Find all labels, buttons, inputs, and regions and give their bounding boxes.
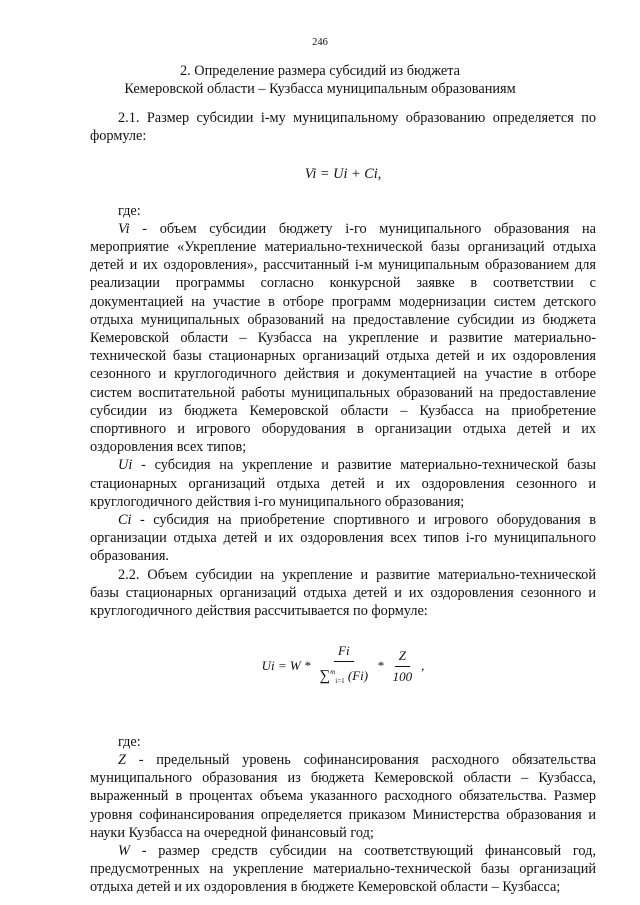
- formula-multiply: *: [377, 658, 384, 674]
- definition-w-text: - размер средств субсидии на соответствующий финансовый год, предусмотренных на укрепление материально-технической базы организаций отдыха детей и их оздоровления в бюджете Кемеровской области – Кузбасса;: [90, 842, 596, 896]
- definition-ui: [90, 456, 596, 511]
- section-title-line-2: Кемеровской области – Кузбасса муниципальным образованиям: [124, 81, 516, 97]
- formula-end: ,: [421, 658, 425, 674]
- definition-w: [90, 842, 596, 897]
- sum-upper-limit: m: [330, 668, 336, 677]
- definition-ci: [90, 511, 596, 566]
- section-title-line-1: 2. Определение размера субсидий из бюджета: [179, 63, 461, 79]
- variable-vi: Vi: [118, 220, 130, 237]
- paragraph-2-2: 2.2. Объем субсидии на укрепление и развитие материально-технической базы стационарных организаций отдыха детей и их оздоровления сезонного и круглогодичного действия рассчитывается по формуле:: [90, 566, 596, 620]
- variable-w: W: [118, 842, 130, 859]
- fraction-denominator-100: 100: [392, 668, 413, 684]
- page-number: 246: [312, 37, 328, 48]
- fraction-numerator-z: Z: [395, 647, 410, 667]
- section-title: [0, 62, 640, 98]
- fraction-denominator-sum: [315, 662, 372, 690]
- definition-vi-text: - объем субсидии бюджету i-го муниципального образования на мероприятие «Укрепление материально-технической базы организаций отдыха детей и их оздоровления», рассчитанный i-м муниципальным образованием для реализации программы согласно конкурсной заявке в соответствии с документацией на участие в отборе программ модернизации систем детского отдыха муниципальных образований на предоставление субсидии из бюджета Кемеровской области – Кузбасса на укрепление и развитие материально-технической базы стационарных организаций отдыха детей и их оздоровления сезонного и круглогодичного действия и документацией на участие в отборе систем воспитательной работы муниципальных образований на предоставление субсидии из бюджета Кемеровской области – Кузбасса на приобретение спортивного и игрового оборудования в организации отдыха детей и их оздоровления всех типов;: [90, 220, 596, 456]
- formula-ui: [90, 642, 596, 690]
- formula-vi: Vi = Ui + Ci,: [304, 166, 382, 183]
- variable-ci: Ci: [118, 512, 132, 529]
- definition-vi: [90, 220, 596, 457]
- where-label-1: где:: [118, 202, 141, 219]
- sum-symbol: ∑: [319, 668, 331, 685]
- sum-term: (Fi): [347, 668, 369, 684]
- formula-ui-lhs: Ui = W *: [261, 658, 311, 674]
- where-label-2: где:: [118, 733, 141, 750]
- variable-z: Z: [118, 751, 126, 768]
- document-body: [90, 109, 596, 897]
- formula-fraction-z: [389, 647, 417, 686]
- paragraph-2-1: 2.1. Размер субсидии i-му муниципальному образованию определяется по формуле:: [90, 110, 596, 145]
- definition-z: [90, 751, 596, 842]
- definition-ci-text: - субсидия на приобретение спортивного и игрового оборудования в организации отдыха детей и их оздоровления всех типов i-го муниципального образования.: [90, 512, 596, 565]
- formula-fraction-fi: [315, 642, 372, 690]
- definition-ui-text: - субсидия на укрепление и развитие материально-технической базы стационарных организаций отдыха детей и их оздоровления сезонного и круглогодичного действия i-го муниципального образования;: [90, 457, 596, 510]
- fraction-numerator-fi: Fi: [334, 642, 354, 662]
- definition-z-text: - предельный уровень софинансирования расходного обязательства муниципального образования из бюджета Кемеровской области – Кузбасса, выраженный в процентах объема указанного расходного обязательства. Размер уровня софинансирования определяется приказом Министерства образования и науки Кузбасса на очередной финансовый год;: [90, 751, 596, 841]
- sum-lower-limit: i=1: [335, 677, 345, 686]
- variable-ui: Ui: [118, 457, 133, 474]
